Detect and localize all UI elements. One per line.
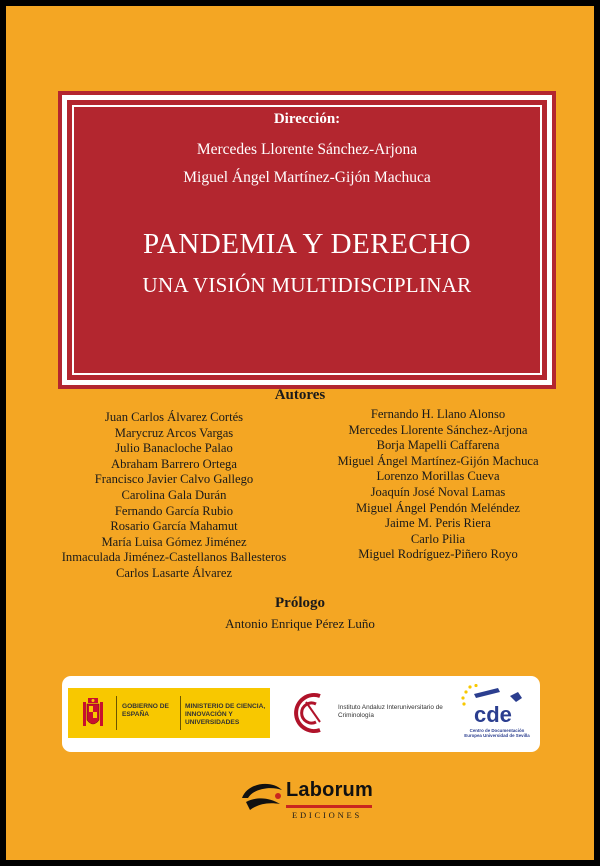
author-name: Fernando García Rubio: [114, 503, 234, 518]
publisher-underline: [286, 805, 372, 808]
authors-heading: Autores: [274, 387, 326, 403]
author-name: Juan Carlos Álvarez Cortés: [104, 410, 244, 424]
book-cover: [6, 6, 594, 860]
cde-mark: cde: [474, 702, 512, 726]
author-name: Francisco Javier Calvo Gallego: [94, 472, 254, 487]
publisher-name: Laborum: [286, 779, 373, 801]
author-name: Inmaculada Jiménez-Castellanos Ballesteros: [61, 550, 287, 565]
authors-list-left: [34, 410, 314, 582]
author-name: Rosario García Mahamut: [110, 519, 238, 534]
author-name: Marycruz Arcos Vargas: [114, 425, 234, 440]
author-name: Fernando H. Llano Alonso: [370, 407, 506, 421]
author-name: Carlo Pilia: [410, 531, 466, 546]
government-logo: [68, 688, 270, 738]
title-panel: [58, 91, 556, 389]
author-name: Miguel Rodríguez-Piñero Royo: [358, 547, 518, 562]
book-subtitle: UNA VISIÓN MULTIDISCIPLINAR: [142, 273, 472, 297]
divider: [180, 696, 181, 730]
cde-label: Centro de Documentación Europea Universidad de Sevilla: [464, 728, 530, 739]
ministry-label: MINISTERIO DE CIENCIA, INNOVACIÓN Y UNIVERSIDADES: [185, 703, 266, 726]
author-name: Lorenzo Morillas Cueva: [376, 469, 500, 484]
author-name: María Luisa Gómez Jiménez: [101, 534, 247, 549]
criminology-institute-logo-icon: [286, 688, 334, 738]
author-name: Joaquín José Noval Lamas: [370, 484, 506, 499]
criminology-institute-label: Instituto Andaluz Interuniversitario de Criminología: [338, 704, 443, 719]
editor-name: Miguel Ángel Martínez-Gijón Machuca: [183, 169, 431, 186]
government-label: GOBIERNO DE ESPAÑA: [122, 703, 169, 718]
author-name: Mercedes Llorente Sánchez-Arjona: [348, 422, 528, 437]
coat-of-arms-icon: [82, 696, 104, 730]
author-name: Jaime M. Peris Riera: [385, 516, 491, 531]
publisher-subtitle: EDICIONES: [292, 810, 363, 820]
editor-name: Mercedes Llorente Sánchez-Arjona: [196, 141, 418, 158]
authors-list-right: [320, 407, 556, 563]
prologue-author: Antonio Enrique Pérez Luño: [225, 616, 375, 631]
author-name: Carlos Lasarte Álvarez: [115, 565, 233, 580]
book-title: PANDEMIA Y DERECHO: [142, 228, 472, 260]
author-name: Abraham Barrero Ortega: [111, 456, 237, 471]
prologue-heading: Prólogo: [275, 595, 325, 611]
sponsor-logos-bar: [62, 676, 540, 752]
publisher-logo-icon: [238, 776, 286, 816]
author-name: Carolina Gala Durán: [121, 487, 227, 502]
author-name: Borja Mapelli Caffarena: [376, 438, 500, 453]
author-name: Julio Banacloche Palao: [115, 441, 233, 456]
divider: [116, 696, 117, 730]
direction-label: Dirección:: [273, 111, 341, 127]
author-name: Miguel Ángel Martínez-Gijón Machuca: [337, 453, 539, 468]
author-name: Miguel Ángel Pendón Meléndez: [355, 500, 521, 515]
cde-logo-icon: [460, 684, 530, 726]
